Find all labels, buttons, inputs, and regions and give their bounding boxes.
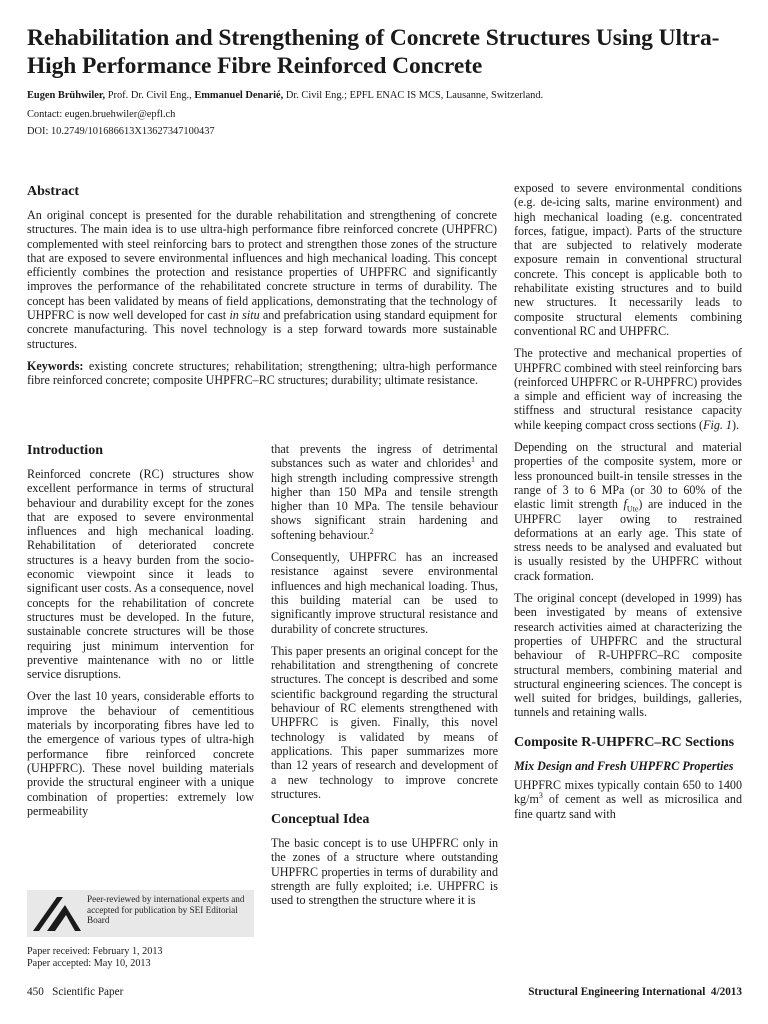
author-2-name: Emmanuel Denarié, (194, 90, 284, 101)
right-paragraph-3: Depending on the structural and material properties of the composite system, more or less pronounced built-in tensile stresses in the range of 3 to 6 MPa (or 30 to 60% of the elastic limit strength $f_{Ute}$) are induced in the UHPFRC layer owing to restrained deformations at an early age. This state of stress needs to be analysed and evaluated but is usually resisted by the UHPFRC without crack formation. (514, 440, 742, 583)
peer-review-box (27, 890, 254, 937)
abstract-heading: Abstract (27, 184, 80, 199)
section-label: Scientific Paper (52, 986, 124, 998)
middle-paragraph-4: The basic concept is to use UHPFRC only in the zones of a structure where outstanding UHPFRC properties in terms of durability and strength are fully exploited; i.e. UHPFRC is used to strengthen the structure where it is (271, 836, 498, 908)
author-2-role: Dr. Civil Eng.; EPFL ENAC IS MCS, Lausanne, Switzerland. (283, 90, 544, 101)
footer-page-info (27, 986, 123, 998)
author-1-role: Prof. Dr. Civil Eng., (105, 90, 195, 101)
contact-email[interactable]: Contact: eugen.bruehwiler@epfl.ch (27, 109, 176, 120)
paper-title: Rehabilitation and Strengthening of Concrete Structures Using Ultra-High Performance Fibre Reinforced Concrete (27, 25, 720, 79)
page-number: 450 (27, 986, 44, 998)
footer-journal-info (528, 986, 742, 998)
right-paragraph-5: UHPFRC mixes typically contain 650 to 1400 $kg/m^3$ of cement as well as microsilica and fine quartz sand with (514, 777, 742, 821)
right-column (514, 181, 742, 829)
keywords: Keywords: existing concrete structures; rehabilitation; strengthening; ultra-high performance fibre reinforced concrete; composite UHPFRC–RC structures; durability; ultimate resistance. (27, 358, 497, 388)
abstract-text: An original concept is presented for the durable rehabilitation and strengthening of concrete structures. The main idea is to use ultra-high performance fibre reinforced concrete (UHPFRC) complemented with steel reinforcing bars to protect and strengthen those zones of the structure that are exposed to severe environmental influences and high mechanical loading. This concept efficiently combines the protection and resistance properties of UHPFRC and significantly improves the performance of the rehabilitated concrete structure in terms of durability. The concept has been validated by means of field applications, demonstrating that the technology of UHPFRC is now well developed for cast in situ and prefabrication using standard equipment for concrete manufacturing. This novel technology is a step forward towards more sustainable structures. (27, 208, 497, 351)
introduction-column (27, 442, 254, 826)
keywords-label: Keywords: (27, 358, 84, 373)
middle-paragraph-2: Consequently, UHPFRC has an increased resistance against severe environmental influences and high mechanical loading. Thus, this building material can be used to significantly improve structural resistance and durability of concrete structures. (271, 550, 498, 636)
middle-paragraph-1: that prevents the ingress of detrimental substances such as water and chlorides$^1$ and high strength including compressive strength higher than 150 MPa and tensile strength higher than 10 MPa. The tensile behaviour shows significant strain hardening and softening behaviour.$^2$ (271, 442, 498, 542)
author-1-name: Eugen Brühwiler, (27, 90, 106, 101)
conceptual-idea-heading: Conceptual Idea (271, 812, 370, 828)
middle-column (271, 442, 498, 916)
authors-line (27, 89, 747, 103)
introduction-paragraph-1: Reinforced concrete (RC) structures show excellent performance in terms of structural behaviour and durability except for the zones that are exposed to severe environmental influences and high mechanical loading. Rehabilitation of deteriorated concrete structures is a heavy burden from the socio-economic viewpoint since it leads to significant user costs. As a consequence, novel concepts for the rehabilitation of concrete structures must be developed. In the future, sustainable concrete structures will be those requiring just minimum intervention for preventive maintenance with no or little service disruptions. (27, 467, 254, 682)
right-paragraph-2: The protective and mechanical properties of UHPFRC combined with steel reinforcing bars (reinforced UHPFRC or R-UHPFRC) provides a simple and efficient way of increasing the stiffness and structural resistance capacity while keeping compact cross sections (Fig. 1). (514, 346, 742, 432)
introduction-paragraph-2: Over the last 10 years, considerable efforts to improve the behaviour of cementitious materials by incorporating fibres have led to the emergence of various types of ultra-high performance fibre reinforced concrete (UHPFRC). These novel building materials provide the structural engineer with a unique combination of properties: extremely low permeability (27, 689, 254, 818)
peer-review-text: Peer-reviewed by international experts and accepted for publication by SEI Editorial Board (87, 894, 245, 926)
doi[interactable]: DOI: 10.2749/101686613X13627347100437 (27, 126, 215, 137)
journal-issue: 4/2013 (710, 986, 742, 998)
right-paragraph-1: exposed to severe environmental conditions (e.g. de-icing salts, marine environment) and high mechanical loading (e.g. concentrated forces, fatigue, impact). Parts of the structure that are subjected to relatively moderate exposure remain in conventional structural concrete. This concept is applicable both to rehabilitate existing structures and to build new structures. It necessarily leads to composite structural elements combining conventional RC and UHPFRC. (514, 181, 742, 338)
mix-design-heading: Mix Design and Fresh UHPFRC Properties (514, 758, 734, 773)
paper-dates (27, 946, 163, 970)
middle-paragraph-3: This paper presents an original concept for the rehabilitation and strengthening of concrete structures. The concept is described and some scientific background regarding the structural behaviour of RC elements strengthened with UHPFRC is given. Finally, this novel technology is validated by means of applications. This paper summarizes more than 12 years of research and development of a new technology to improve concrete structures. (271, 643, 498, 801)
paper-received-date: Paper received: February 1, 2013 (27, 946, 163, 957)
journal-name: Structural Engineering International (528, 986, 706, 998)
abstract-section (27, 183, 497, 396)
paper-accepted-date: Paper accepted: May 10, 2013 (27, 958, 151, 969)
sei-logo-icon (33, 897, 81, 931)
figure-reference[interactable]: Fig. 1 (703, 417, 732, 432)
composite-sections-heading: Composite R-UHPFRC–RC Sections (514, 734, 735, 750)
introduction-heading: Introduction (27, 443, 103, 458)
right-paragraph-4: The original concept (developed in 1999) has been investigated by means of extensive research activities aimed at characterizing the properties of UHPFRC and the structural behaviour of R-UHPFRC–RC composite structural members, combining material and structural engineering sciences. The concept is well suited for bridges, buildings, galleries, tunnels and retaining walls. (514, 591, 742, 720)
